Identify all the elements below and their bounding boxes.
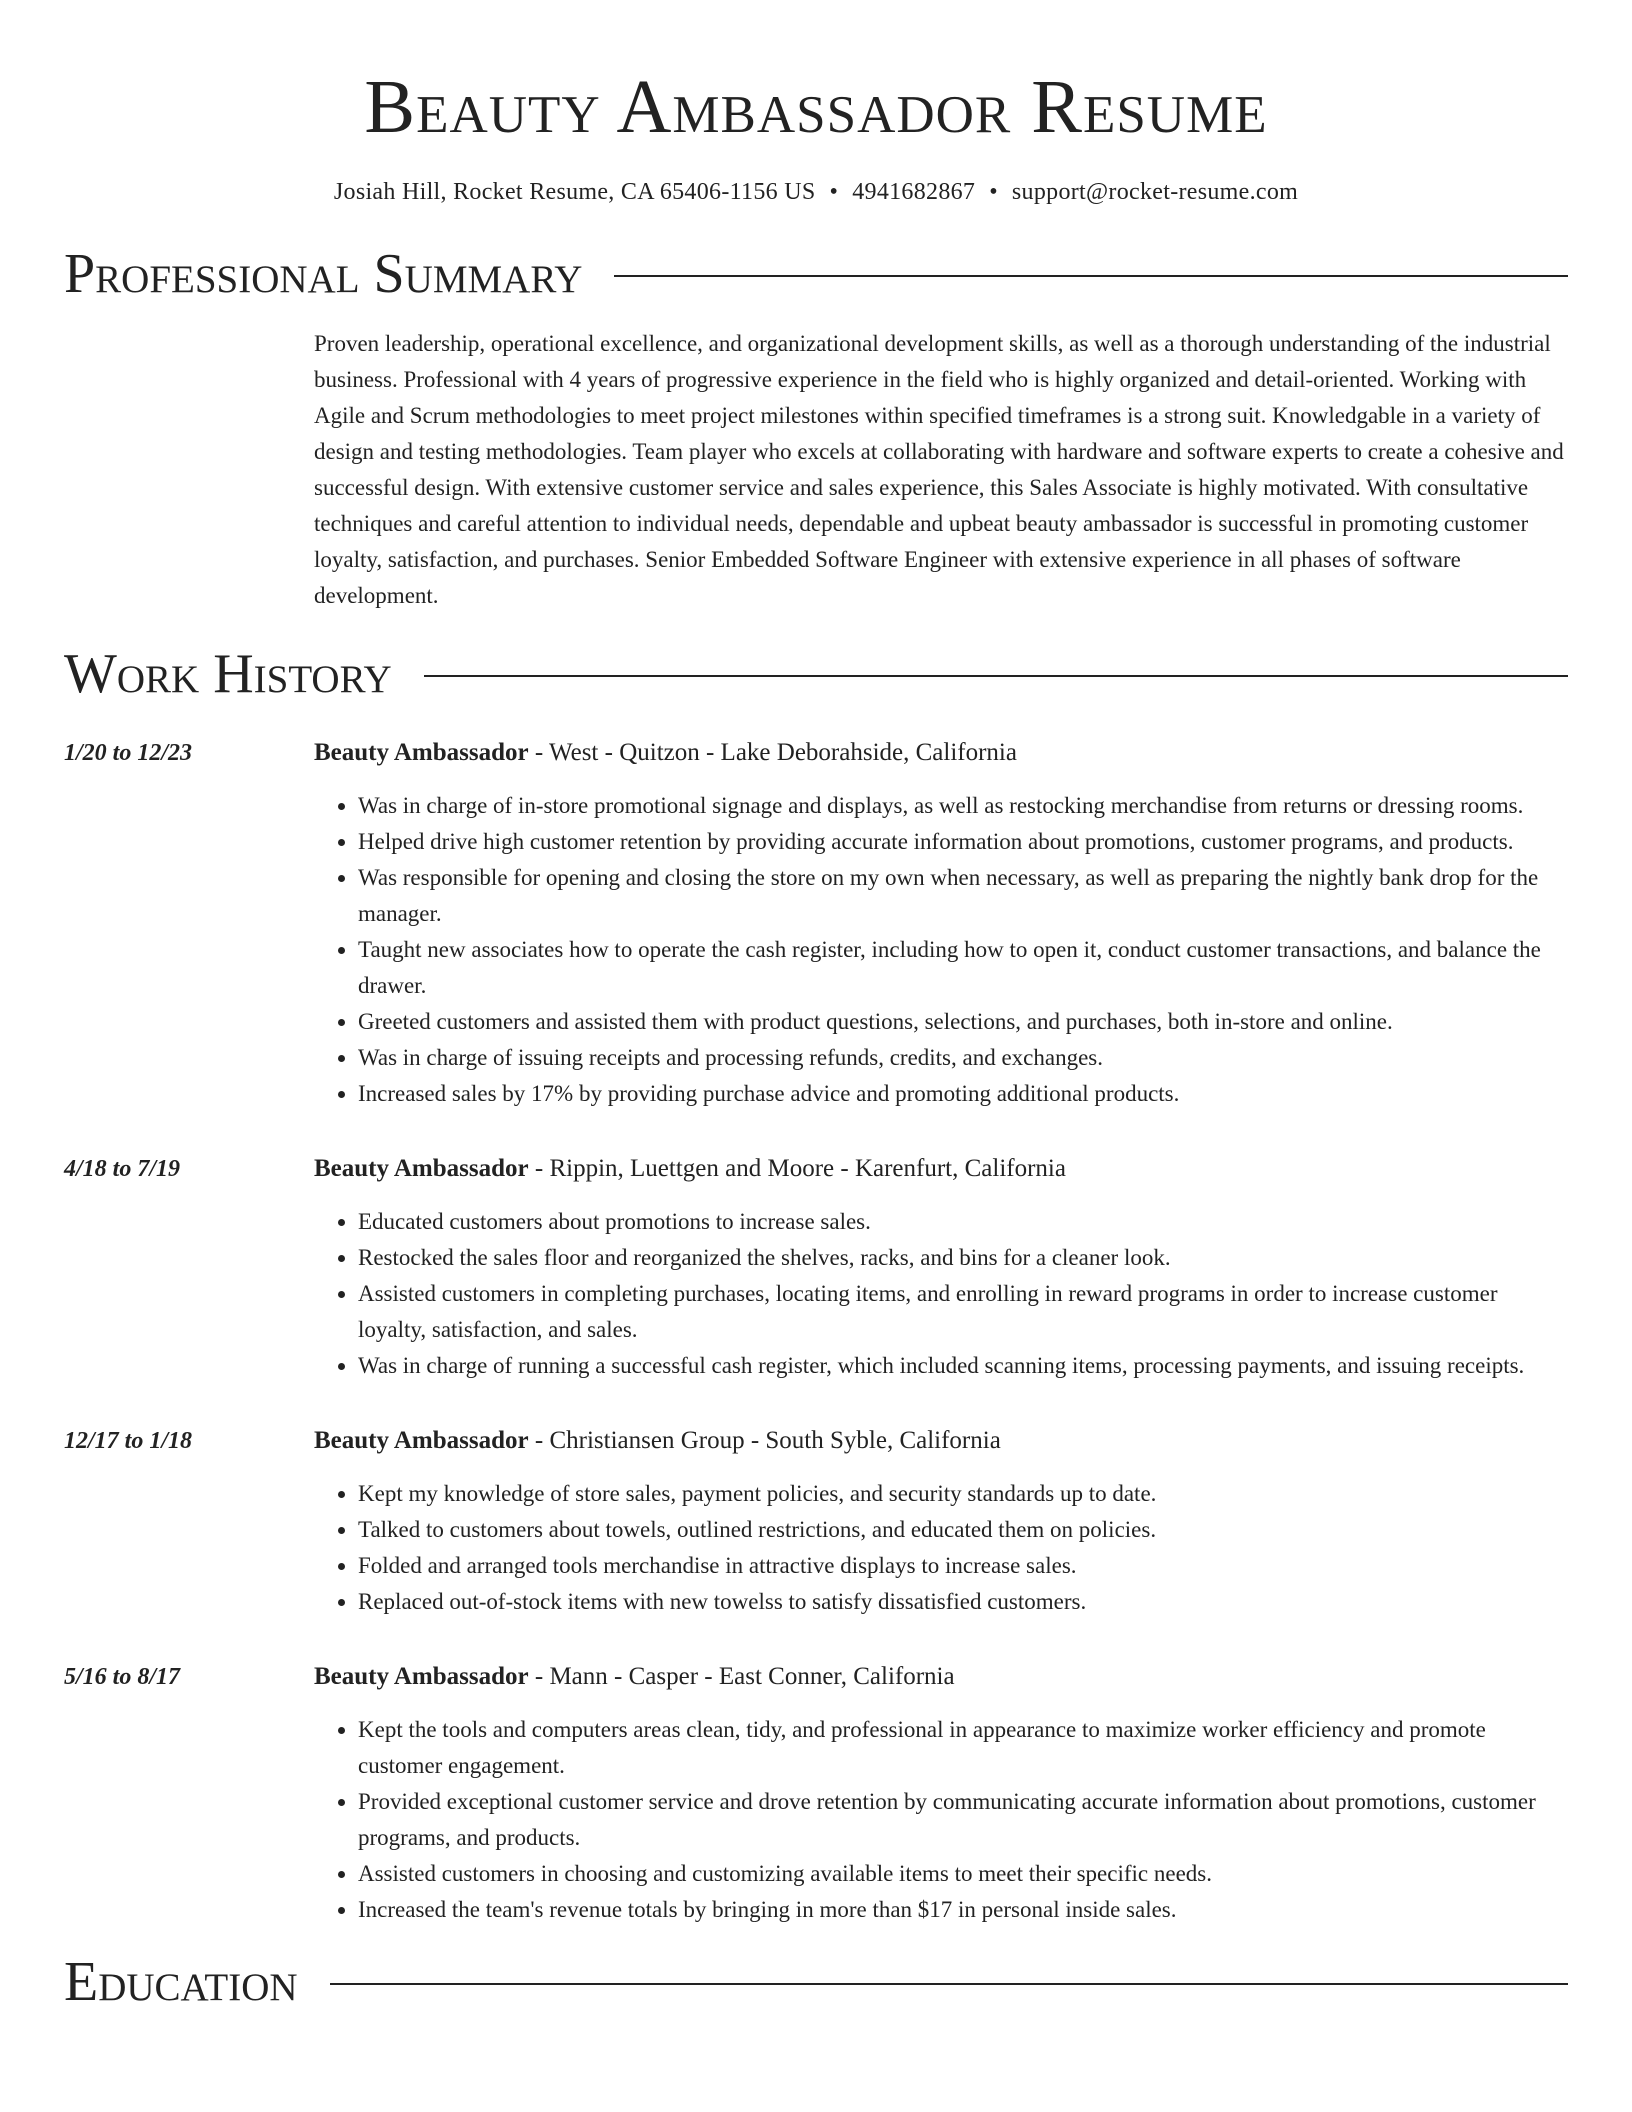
job-role: Beauty Ambassador	[314, 1663, 529, 1690]
contact-separator: •	[829, 179, 839, 205]
job-list	[64, 736, 1568, 1928]
work-section-header	[64, 642, 1568, 706]
contact-email: support@rocket-resume.com	[1011, 179, 1299, 205]
work-heading: Work History	[64, 643, 392, 705]
job-employer-location: - Mann - Casper - East Conner, California	[528, 1663, 955, 1690]
job-bullet-item: • Assisted customers in completing purchases, locating items, and enrolling in reward programs in order to increase customer loyalty, satisfaction, and sales.	[358, 1276, 1568, 1348]
job-body	[314, 1152, 1568, 1384]
section-divider	[614, 275, 1568, 277]
contact-address: Josiah Hill, Rocket Resume, CA 65406-1156 US	[333, 179, 816, 205]
job-bullet-item: • Assisted customers in choosing and customizing available items to meet their specific needs.	[358, 1856, 1568, 1892]
job-bullet-item: • Replaced out-of-stock items with new towelss to satisfy dissatisfied customers.	[358, 1584, 1568, 1620]
education-heading: Education	[64, 1951, 298, 2013]
job-bullet-item: • Increased sales by 17% by providing purchase advice and promoting additional products.	[358, 1076, 1568, 1112]
job-dates: 1/20 to 12/23	[64, 740, 193, 766]
job-bullet-list	[314, 1476, 1568, 1620]
job-heading	[314, 1152, 1568, 1186]
job-bullet-item: • Talked to customers about towels, outlined restrictions, and educated them on policies.	[358, 1512, 1568, 1548]
job-employer-location: - Christiansen Group - South Syble, California	[528, 1427, 1001, 1454]
job-bullet-item: • Helped drive high customer retention by providing accurate information about promotions, customer programs, and products.	[358, 824, 1568, 860]
section-divider	[424, 675, 1568, 677]
job-dates: 5/16 to 8/17	[64, 1664, 181, 1690]
job-bullet-item: • Increased the team's revenue totals by bringing in more than $17 in personal inside sales.	[358, 1892, 1568, 1928]
job-bullet-list	[314, 788, 1568, 1112]
job-bullet-list	[314, 1204, 1568, 1384]
job-role: Beauty Ambassador	[314, 1427, 529, 1454]
job-bullet-item: • Educated customers about promotions to increase sales.	[358, 1204, 1568, 1240]
job-employer-location: - West - Quitzon - Lake Deborahside, California	[528, 739, 1017, 766]
summary-heading: Professional Summary	[64, 243, 583, 305]
contact-line	[64, 176, 1568, 208]
job-entry	[64, 1660, 1568, 1928]
job-entry	[64, 736, 1568, 1112]
job-bullet-item: • Kept my knowledge of store sales, payment policies, and security standards up to date.	[358, 1476, 1568, 1512]
job-bullet-item: • Restocked the sales floor and reorganized the shelves, racks, and bins for a cleaner look.	[358, 1240, 1568, 1276]
job-bullet-item: • Taught new associates how to operate the cash register, including how to open it, conduct customer transactions, and balance the drawer.	[358, 932, 1568, 1004]
contact-separator: •	[989, 179, 998, 205]
job-dates: 12/17 to 1/18	[64, 1428, 193, 1454]
job-bullet-item: • Was in charge of running a successful cash register, which included scanning items, processing payments, and issuing receipts.	[358, 1348, 1568, 1384]
contact-phone: 4941682867	[852, 179, 976, 205]
job-role: Beauty Ambassador	[314, 1155, 529, 1182]
resume-page	[64, 0, 1568, 2014]
job-heading	[314, 1660, 1568, 1694]
resume-title: Beauty Ambassador Resume	[364, 65, 1268, 149]
job-heading	[314, 736, 1568, 770]
job-bullet-item: • Was in charge of in-store promotional signage and displays, as well as restocking merchandise from returns or dressing rooms.	[358, 788, 1568, 824]
job-bullet-item: • Kept the tools and computers areas clean, tidy, and professional in appearance to maximize worker efficiency and promote customer engagement.	[358, 1712, 1568, 1784]
job-bullet-item: • Was in charge of issuing receipts and processing refunds, credits, and exchanges.	[358, 1040, 1568, 1076]
education-section-header	[64, 1950, 1568, 2014]
job-body	[314, 1424, 1568, 1620]
job-body	[314, 736, 1568, 1112]
job-employer-location: - Rippin, Luettgen and Moore - Karenfurt, California	[528, 1155, 1066, 1182]
job-dates: 4/18 to 7/19	[64, 1156, 181, 1182]
job-entry	[64, 1152, 1568, 1384]
job-heading	[314, 1424, 1568, 1458]
job-bullet-list	[314, 1712, 1568, 1928]
section-divider	[330, 1983, 1568, 1985]
job-bullet-item: • Greeted customers and assisted them with product questions, selections, and purchases, both in-store and online.	[358, 1004, 1568, 1040]
job-entry	[64, 1424, 1568, 1620]
job-bullet-item: • Was responsible for opening and closing the store on my own when necessary, as well as preparing the nightly bank drop for the manager.	[358, 860, 1568, 932]
job-body	[314, 1660, 1568, 1928]
summary-text: Proven leadership, operational excellence, and organizational development skills, as well as a thorough understanding of the industrial business. Professional with 4 years of progressive experience in the field who is highly organized and detail-oriented. Working with Agile and Scrum methodologies to meet project milestones within specified timeframes is a strong suit. Knowledgable in a variety of design and testing methodologies. Team player who excels at collaborating with hardware and software experts to create a cohesive and successful design. With extensive customer service and sales experience, this Sales Associate is highly motivated. With consultative techniques and careful attention to individual needs, dependable and upbeat beauty ambassador is successful in promoting customer loyalty, satisfaction, and purchases. Senior Embedded Software Engineer with extensive experience in all phases of software development.	[314, 331, 1564, 608]
summary-section-header	[64, 242, 1568, 306]
job-role: Beauty Ambassador	[314, 739, 529, 766]
job-bullet-item: • Folded and arranged tools merchandise in attractive displays to increase sales.	[358, 1548, 1568, 1584]
job-bullet-item: • Provided exceptional customer service and drove retention by communicating accurate information about promotions, customer programs, and products.	[358, 1784, 1568, 1856]
